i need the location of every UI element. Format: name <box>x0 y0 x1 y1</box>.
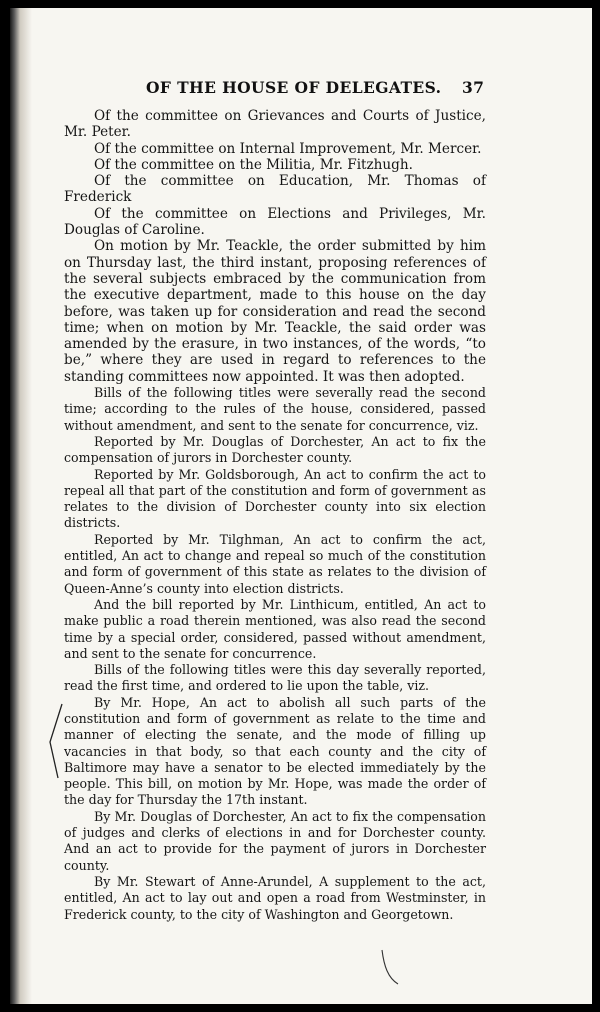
ink-mark <box>376 948 406 988</box>
paragraph: Reported by Mr. Douglas of Dorchester, An act to fix the compensation of jurors in Dorchester county. <box>64 433 486 466</box>
paragraph: By Mr. Douglas of Dorchester, An act to fix the compensation of judges and clerks of elections in and for Dorchester county. And an act to provide for the payment of jurors in Dorchester county. <box>64 808 486 873</box>
paragraph: Of the committee on Internal Improvement, Mr. Mercer. <box>94 140 482 157</box>
paragraph: By Mr. Hope, An act to abolish all such parts of the constitution and form of government as relate to the time and manner of electing the senate, and the mode of filling up vacancies in that body, so that each county and the city of Baltimore may have a senator to be elected immediately by the people. This bill, on motion by Mr. Hope, was made the order of the day for Thursday the 17th instant. <box>64 694 486 808</box>
paragraph: Of the committee on Elections and Privileges, Mr. Douglas of Caroline. <box>64 205 486 239</box>
paragraph: On motion by Mr. Teackle, the order submitted by him on Thursday last, the third instant, proposing references of the several subjects embraced by the communication from the executive department, made to this house on the day before, was taken up for consideration and read the second time; when on motion by Mr. Teackle, the said order was amended by the erasure, in two instances, of the words, “to be,” where they are used in regard to references to the standing committees now appointed. It was then adopted. <box>64 238 486 385</box>
paragraph: Bills of the following titles were severally read the second time; according to the rules of the house, considered, passed without amendment, and sent to the senate for concurrence, viz. <box>64 385 486 433</box>
paragraph: Of the committee on Education, Mr. Thomas of Frederick <box>64 173 486 206</box>
paragraph: Of the committee on Grievances and Courts of Justice, Mr. Peter. <box>64 108 486 141</box>
paragraph: Reported by Mr. Goldsborough, An act to confirm the act to repeal all that part of the constitution and form of government as relates to the division of Dorchester county into six election districts. <box>64 466 486 531</box>
paragraph: Of the committee on the Militia, Mr. Fitzhugh. <box>94 156 413 173</box>
margin-pen-mark <box>44 702 66 782</box>
body-text <box>64 108 486 923</box>
paragraph: Reported by Mr. Tilghman, An act to confirm the act, entitled, An act to change and repeal so much of the constitution and form of government of this state as relates to the division of Queen-Anne’s county into election districts. <box>64 531 486 596</box>
book-spine-shadow <box>10 8 32 1004</box>
document-page <box>10 8 592 1004</box>
paragraph: By Mr. Stewart of Anne-Arundel, A supplement to the act, entitled, An act to lay out and open a road from Westminster, in Frederick county, to the city of Washington and Georgetown. <box>64 873 486 922</box>
paragraph: And the bill reported by Mr. Linthicum, entitled, An act to make public a road therein mentioned, was also read the second time by a special order, considered, passed without amendment, and sent to the senate for concurrence. <box>64 596 486 661</box>
page-header-title: OF THE HOUSE OF DELEGATES. <box>146 78 442 97</box>
page-number: 37 <box>462 78 485 97</box>
paragraph: Bills of the following titles were this day severally reported, read the first time, and ordered to lie upon the table, viz. <box>64 662 486 694</box>
running-header <box>140 78 540 102</box>
